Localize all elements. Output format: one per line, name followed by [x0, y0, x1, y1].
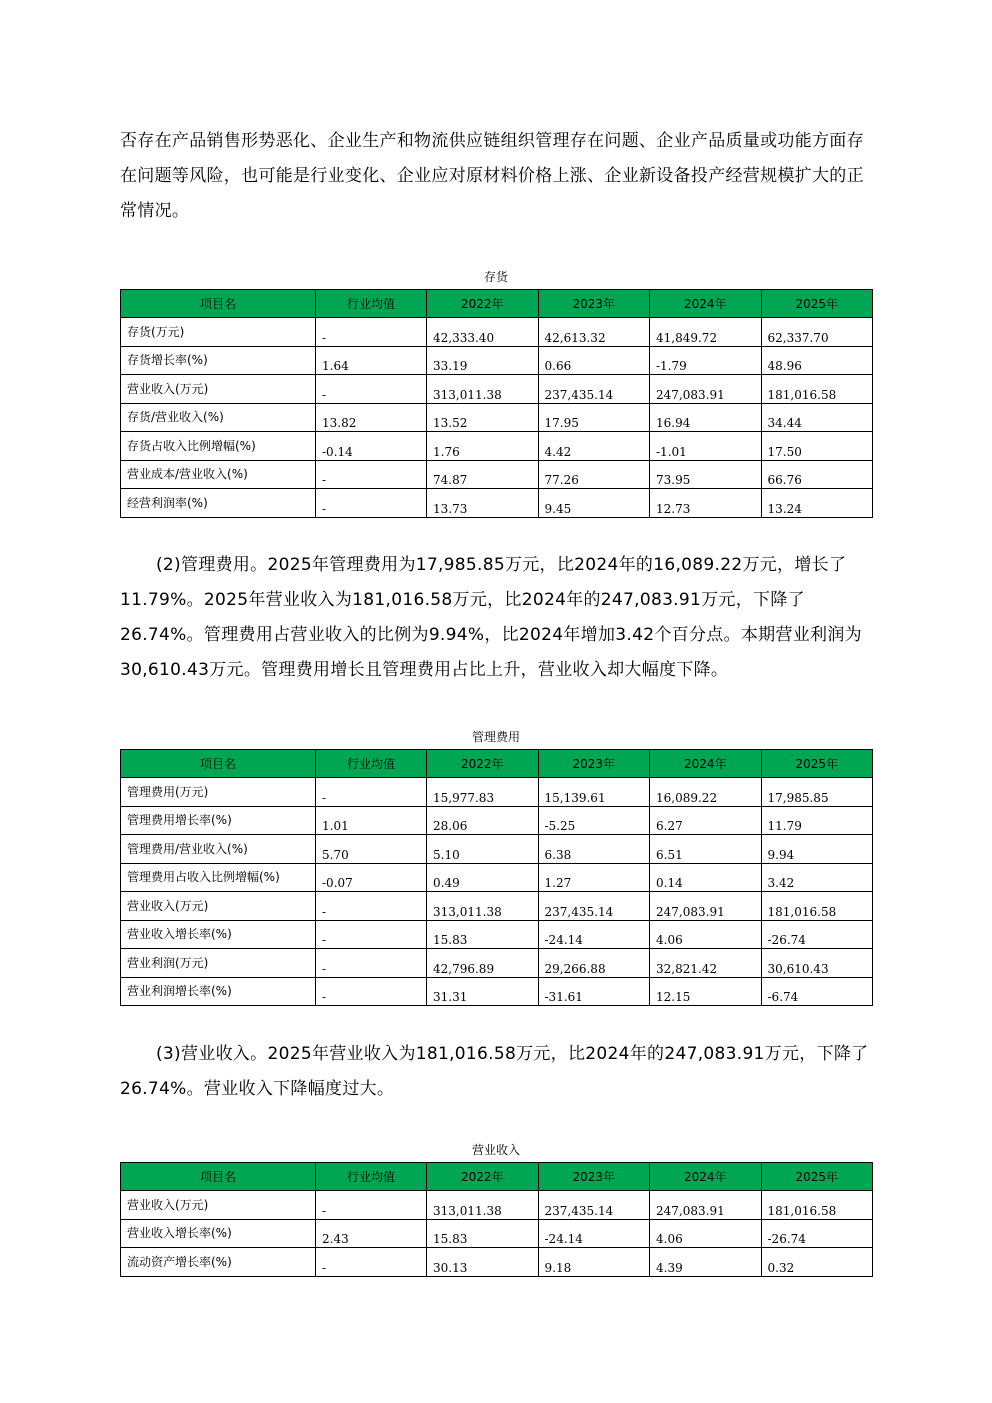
table-cell: -: [316, 892, 427, 921]
table-cell: 66.76: [761, 460, 873, 489]
table-cell: -26.74: [761, 1219, 873, 1248]
row-label: 营业收入增长率(%): [121, 1219, 316, 1248]
table-cell: 6.51: [650, 835, 762, 864]
table-cell: 1.27: [538, 863, 650, 892]
table-cell: -5.25: [538, 806, 650, 835]
table-row: [121, 1219, 873, 1248]
table-caption-management-expense: 管理费用: [471, 730, 520, 744]
table-row: [121, 863, 873, 892]
table-row: [121, 949, 873, 978]
table-cell: 12.73: [650, 489, 762, 518]
column-header: 项目名: [121, 1163, 316, 1191]
column-header: 2022年: [427, 750, 539, 778]
table-cell: -24.14: [538, 1219, 650, 1248]
table-cell: 0.32: [761, 1248, 873, 1277]
row-label: 营业收入(万元): [121, 375, 316, 404]
column-header: 行业均值: [316, 290, 427, 318]
table-cell: 181,016.58: [761, 1191, 873, 1220]
table-cell: 237,435.14: [538, 375, 650, 404]
table-cell: -1.79: [650, 346, 762, 375]
table-cell: 4.42: [538, 432, 650, 461]
table-cell: 181,016.58: [761, 375, 873, 404]
table-cell: 313,011.38: [427, 375, 539, 404]
column-header: 项目名: [121, 290, 316, 318]
row-label: 管理费用(万元): [121, 778, 316, 807]
revenue-table: [120, 1162, 873, 1277]
table-cell: 42,796.89: [427, 949, 539, 978]
table-cell: -: [316, 977, 427, 1006]
table-cell: 28.06: [427, 806, 539, 835]
table-cell: -: [316, 949, 427, 978]
table-cell: 9.94: [761, 835, 873, 864]
table-row: [121, 1191, 873, 1220]
column-header: 2023年: [538, 750, 650, 778]
table-cell: -31.61: [538, 977, 650, 1006]
table-cell: 17.50: [761, 432, 873, 461]
row-label: 管理费用占收入比例增幅(%): [121, 863, 316, 892]
table-cell: 42,333.40: [427, 318, 539, 347]
table-cell: 15.83: [427, 920, 539, 949]
intro-paragraph: 否存在产品销售形势恶化、企业生产和物流供应链组织管理存在问题、企业产品质量或功能方面存在问题等风险，也可能是行业变化、企业应对原材料价格上涨、企业新设备投产经营规模扩大的正常情况。: [120, 131, 864, 221]
table-cell: 29,266.88: [538, 949, 650, 978]
table-cell: 0.49: [427, 863, 539, 892]
column-header: 2025年: [761, 1163, 873, 1191]
table-cell: 15,977.83: [427, 778, 539, 807]
table-cell: -6.74: [761, 977, 873, 1006]
table-cell: -: [316, 375, 427, 404]
table-cell: 9.18: [538, 1248, 650, 1277]
row-label: 营业收入增长率(%): [121, 920, 316, 949]
table-cell: 73.95: [650, 460, 762, 489]
table-cell: -0.14: [316, 432, 427, 461]
column-header: 2025年: [761, 750, 873, 778]
table-cell: -1.01: [650, 432, 762, 461]
table-cell: 34.44: [761, 403, 873, 432]
row-label: 存货(万元): [121, 318, 316, 347]
row-label: 存货占收入比例增幅(%): [121, 432, 316, 461]
table-cell: 41,849.72: [650, 318, 762, 347]
table-caption-revenue: 营业收入: [471, 1143, 520, 1157]
column-header: 2025年: [761, 290, 873, 318]
table-cell: -0.07: [316, 863, 427, 892]
table-cell: 77.26: [538, 460, 650, 489]
table-cell: 74.87: [427, 460, 539, 489]
column-header: 2024年: [650, 1163, 762, 1191]
table-cell: 6.27: [650, 806, 762, 835]
management-expense-table: [120, 749, 873, 1006]
column-header: 2022年: [427, 1163, 539, 1191]
table-cell: 17,985.85: [761, 778, 873, 807]
table-row: [121, 778, 873, 807]
table-cell: -: [316, 1191, 427, 1220]
table-row: [121, 806, 873, 835]
table-cell: 181,016.58: [761, 892, 873, 921]
table-header-row: [121, 750, 873, 778]
table-row: [121, 460, 873, 489]
table-row: [121, 489, 873, 518]
table-row: [121, 318, 873, 347]
row-label: 营业收入(万元): [121, 1191, 316, 1220]
table-header-row: [121, 290, 873, 318]
table-cell: 2.43: [316, 1219, 427, 1248]
column-header: 2023年: [538, 1163, 650, 1191]
column-header: 行业均值: [316, 750, 427, 778]
row-label: 管理费用/营业收入(%): [121, 835, 316, 864]
table-cell: 16,089.22: [650, 778, 762, 807]
table-cell: 13.82: [316, 403, 427, 432]
table-cell: 313,011.38: [427, 892, 539, 921]
column-header: 项目名: [121, 750, 316, 778]
row-label: 管理费用增长率(%): [121, 806, 316, 835]
row-label: 经营利润率(%): [121, 489, 316, 518]
table-cell: 30.13: [427, 1248, 539, 1277]
table-cell: 4.06: [650, 920, 762, 949]
table-cell: 15.83: [427, 1219, 539, 1248]
table-row: [121, 920, 873, 949]
table-row: [121, 977, 873, 1006]
row-label: 存货增长率(%): [121, 346, 316, 375]
table-cell: 313,011.38: [427, 1191, 539, 1220]
table-cell: -: [316, 318, 427, 347]
row-label: 流动资产增长率(%): [121, 1248, 316, 1277]
table-cell: 0.14: [650, 863, 762, 892]
table-row: [121, 835, 873, 864]
table-row: [121, 403, 873, 432]
table-cell: 9.45: [538, 489, 650, 518]
table-cell: 11.79: [761, 806, 873, 835]
table-cell: 48.96: [761, 346, 873, 375]
table-cell: 15,139.61: [538, 778, 650, 807]
table-cell: 247,083.91: [650, 892, 762, 921]
table-cell: 1.01: [316, 806, 427, 835]
column-header: 2024年: [650, 750, 762, 778]
table-header-row: [121, 1163, 873, 1191]
inventory-table: [120, 289, 873, 518]
column-header: 2022年: [427, 290, 539, 318]
table-cell: 42,613.32: [538, 318, 650, 347]
table-cell: 237,435.14: [538, 1191, 650, 1220]
table-cell: -: [316, 489, 427, 518]
table-cell: 5.70: [316, 835, 427, 864]
table-cell: 237,435.14: [538, 892, 650, 921]
row-label: 营业利润增长率(%): [121, 977, 316, 1006]
table-cell: 33.19: [427, 346, 539, 375]
table-cell: 13.24: [761, 489, 873, 518]
management-expense-paragraph: (2)管理费用。2025年管理费用为17,985.85万元，比2024年的16,089.22万元，增长了11.79%。2025年营业收入为181,016.58万元，比2024年的247,083.91万元，下降了26.74%。管理费用占营业收入的比例为9.94%，比2024年增加3.42个百分点。本期营业利润为30,610.43万元。管理费用增长且管理费用占比上升，营业收入却大幅度下降。: [120, 555, 862, 680]
revenue-paragraph: (3)营业收入。2025年营业收入为181,016.58万元，比2024年的247,083.91万元，下降了26.74%。营业收入下降幅度过大。: [120, 1044, 869, 1099]
table-cell: -: [316, 920, 427, 949]
table-cell: 1.76: [427, 432, 539, 461]
table-cell: 6.38: [538, 835, 650, 864]
table-cell: -: [316, 778, 427, 807]
table-cell: 30,610.43: [761, 949, 873, 978]
table-row: [121, 1248, 873, 1277]
table-cell: 32,821.42: [650, 949, 762, 978]
table-cell: 4.06: [650, 1219, 762, 1248]
table-cell: 31.31: [427, 977, 539, 1006]
table-row: [121, 346, 873, 375]
column-header: 2024年: [650, 290, 762, 318]
table-cell: 13.73: [427, 489, 539, 518]
table-cell: 5.10: [427, 835, 539, 864]
table-cell: 4.39: [650, 1248, 762, 1277]
row-label: 存货/营业收入(%): [121, 403, 316, 432]
table-row: [121, 892, 873, 921]
row-label: 营业收入(万元): [121, 892, 316, 921]
table-cell: 0.66: [538, 346, 650, 375]
row-label: 营业成本/营业收入(%): [121, 460, 316, 489]
table-cell: 13.52: [427, 403, 539, 432]
table-cell: 62,337.70: [761, 318, 873, 347]
table-cell: 1.64: [316, 346, 427, 375]
table-cell: -: [316, 1248, 427, 1277]
table-cell: 247,083.91: [650, 375, 762, 404]
table-cell: 16.94: [650, 403, 762, 432]
table-cell: -24.14: [538, 920, 650, 949]
table-caption-inventory: 存货: [483, 270, 508, 284]
table-cell: -: [316, 460, 427, 489]
row-label: 营业利润(万元): [121, 949, 316, 978]
table-cell: 247,083.91: [650, 1191, 762, 1220]
column-header: 行业均值: [316, 1163, 427, 1191]
column-header: 2023年: [538, 290, 650, 318]
table-cell: -26.74: [761, 920, 873, 949]
table-cell: 3.42: [761, 863, 873, 892]
table-cell: 12.15: [650, 977, 762, 1006]
table-row: [121, 432, 873, 461]
table-row: [121, 375, 873, 404]
table-cell: 17.95: [538, 403, 650, 432]
